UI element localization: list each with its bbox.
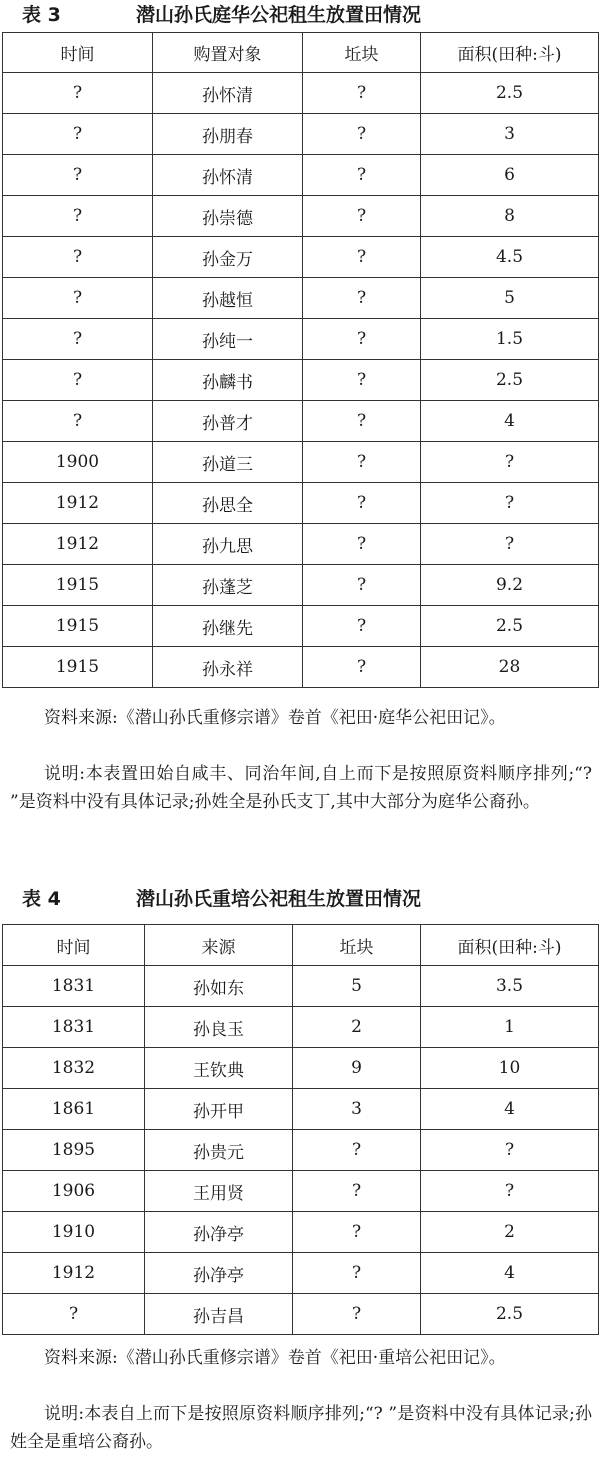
table-cell-area: 9.2 [421,565,599,606]
table4-number: 表 4 [22,888,61,910]
table-cell-area: 28 [421,647,599,688]
table4-source: 资料来源:《潜山孙氏重修宗谱》卷首《祀田·重培公祀田记》。 [44,1348,506,1368]
table-cell-party: 孙纯一 [153,319,303,360]
table4-body [3,966,599,1335]
table-cell-area: 3.5 [421,966,599,1007]
table-cell-party: 孙怀清 [153,155,303,196]
table-cell-time: ? [3,278,153,319]
table3-body [3,73,599,688]
table-cell-party: 孙贵元 [145,1130,293,1171]
table-row [3,1007,599,1048]
table-cell-party: 孙九思 [153,524,303,565]
table-cell-plots: ? [303,360,421,401]
table-cell-area: 5 [421,278,599,319]
table-cell-party: 孙麟书 [153,360,303,401]
table-cell-party: 王钦典 [145,1048,293,1089]
table-row [3,155,599,196]
table3-name: 潜山孙氏庭华公祀租生放置田情况 [136,4,422,26]
table-cell-time: ? [3,319,153,360]
table-cell-area: 2.5 [421,606,599,647]
table-cell-time: ? [3,401,153,442]
table-cell-area: 2 [421,1212,599,1253]
table3 [2,32,599,688]
table-cell-party: 孙净亭 [145,1212,293,1253]
table-cell-plots: 2 [293,1007,421,1048]
table3-header-row [3,33,599,73]
table-cell-area: ? [421,524,599,565]
table-cell-time: 1831 [3,1007,145,1048]
table-cell-plots: ? [303,73,421,114]
table3-title [0,0,600,30]
table-cell-time: 1831 [3,966,145,1007]
table-row [3,1171,599,1212]
table-cell-plots: ? [303,524,421,565]
table-cell-area: 6 [421,155,599,196]
table-row [3,966,599,1007]
table-row [3,278,599,319]
table-cell-time: 1912 [3,1253,145,1294]
table-cell-time: ? [3,155,153,196]
table-row [3,73,599,114]
table-cell-time: 1910 [3,1212,145,1253]
table-cell-plots: ? [303,647,421,688]
table-cell-area: 1 [421,1007,599,1048]
table-cell-party: 孙思全 [153,483,303,524]
table3-header-time: 时间 [3,33,153,73]
table-row [3,483,599,524]
table-cell-time: ? [3,73,153,114]
table-cell-area: 1.5 [421,319,599,360]
table-cell-party: 孙普才 [153,401,303,442]
table-cell-party: 孙继先 [153,606,303,647]
table-row [3,114,599,155]
table3-note: 说明:本表置田始自咸丰、同治年间,自上而下是按照原资料顺序排列;“? ”是资料中没有具体记录;孙姓全是孙氏支丁,其中大部分为庭华公裔孙。 [10,764,592,812]
table-cell-time: 1895 [3,1130,145,1171]
table-cell-area: 4 [421,1253,599,1294]
table-cell-plots: ? [293,1130,421,1171]
table-cell-plots: 3 [293,1089,421,1130]
table-cell-party: 王用贤 [145,1171,293,1212]
table-cell-plots: ? [303,401,421,442]
table-cell-time: ? [3,237,153,278]
table-cell-area: ? [421,483,599,524]
table-cell-time: ? [3,1294,145,1335]
table-cell-party: 孙道三 [153,442,303,483]
table-cell-party: 孙开甲 [145,1089,293,1130]
table-cell-party: 孙如东 [145,966,293,1007]
table-cell-party: 孙净亭 [145,1253,293,1294]
table-cell-plots: 9 [293,1048,421,1089]
table-row [3,565,599,606]
table-cell-time: 1912 [3,524,153,565]
table-cell-party: 孙怀清 [153,73,303,114]
table3-number: 表 3 [22,4,61,26]
table4-header-plots: 坵块 [293,925,421,966]
table-cell-time: 1906 [3,1171,145,1212]
table-cell-time: 1915 [3,565,153,606]
table-cell-time: ? [3,196,153,237]
table-cell-area: 4.5 [421,237,599,278]
table-cell-party: 孙越恒 [153,278,303,319]
table-row [3,319,599,360]
table-cell-time: 1915 [3,606,153,647]
table-cell-party: 孙吉昌 [145,1294,293,1335]
table-cell-plots: ? [303,155,421,196]
table-cell-area: 2.5 [421,1294,599,1335]
table-row [3,237,599,278]
table-cell-plots: ? [303,565,421,606]
table-cell-area: 8 [421,196,599,237]
table-cell-time: 1900 [3,442,153,483]
table-cell-area: 4 [421,401,599,442]
table-row [3,1294,599,1335]
table-cell-time: ? [3,114,153,155]
table-row [3,442,599,483]
table-cell-party: 孙崇德 [153,196,303,237]
table4-header-row [3,925,599,966]
table-row [3,1212,599,1253]
table-cell-plots: ? [303,606,421,647]
table4-title [0,884,600,914]
table-cell-area: 4 [421,1089,599,1130]
table-cell-time: 1915 [3,647,153,688]
table-cell-plots: ? [303,483,421,524]
table-cell-time: ? [3,360,153,401]
table4-header-area: 面积(田种:斗) [421,925,599,966]
table-cell-party: 孙朋春 [153,114,303,155]
table4-note: 说明:本表自上而下是按照原资料顺序排列;“? ”是资料中没有具体记录;孙姓全是重培公裔孙。 [10,1404,592,1452]
table-cell-party: 孙永祥 [153,647,303,688]
table-row [3,1130,599,1171]
table4-name: 潜山孙氏重培公祀租生放置田情况 [136,888,422,910]
table4-header-time: 时间 [3,925,145,966]
table4-header-source: 来源 [145,925,293,966]
table-cell-plots: ? [293,1253,421,1294]
table-row [3,360,599,401]
table-cell-plots: 5 [293,966,421,1007]
table-cell-plots: ? [303,114,421,155]
table3-source: 资料来源:《潜山孙氏重修宗谱》卷首《祀田·庭华公祀田记》。 [44,708,506,728]
table-cell-area: ? [421,442,599,483]
table-row [3,647,599,688]
table-row [3,606,599,647]
table-cell-plots: ? [303,319,421,360]
table3-header-target: 购置对象 [153,33,303,73]
table-cell-time: 1832 [3,1048,145,1089]
table-row [3,524,599,565]
table-cell-plots: ? [303,196,421,237]
table-cell-area: 2.5 [421,73,599,114]
table-cell-plots: ? [303,237,421,278]
table-cell-time: 1912 [3,483,153,524]
table-row [3,196,599,237]
table-row [3,1253,599,1294]
table-cell-area: 2.5 [421,360,599,401]
table-cell-area: 3 [421,114,599,155]
table3-header-area: 面积(田种:斗) [421,33,599,73]
table4 [2,924,599,1335]
table-cell-time: 1861 [3,1089,145,1130]
table-cell-plots: ? [303,442,421,483]
table-row [3,401,599,442]
table-row [3,1048,599,1089]
table-row [3,1089,599,1130]
table-cell-party: 孙金万 [153,237,303,278]
table-cell-plots: ? [293,1212,421,1253]
table-cell-plots: ? [293,1171,421,1212]
table-cell-plots: ? [303,278,421,319]
table-cell-area: ? [421,1130,599,1171]
table-cell-party: 孙蓬芝 [153,565,303,606]
table3-header-plots: 坵块 [303,33,421,73]
table-cell-area: 10 [421,1048,599,1089]
table-cell-party: 孙良玉 [145,1007,293,1048]
table-cell-area: ? [421,1171,599,1212]
table-cell-plots: ? [293,1294,421,1335]
